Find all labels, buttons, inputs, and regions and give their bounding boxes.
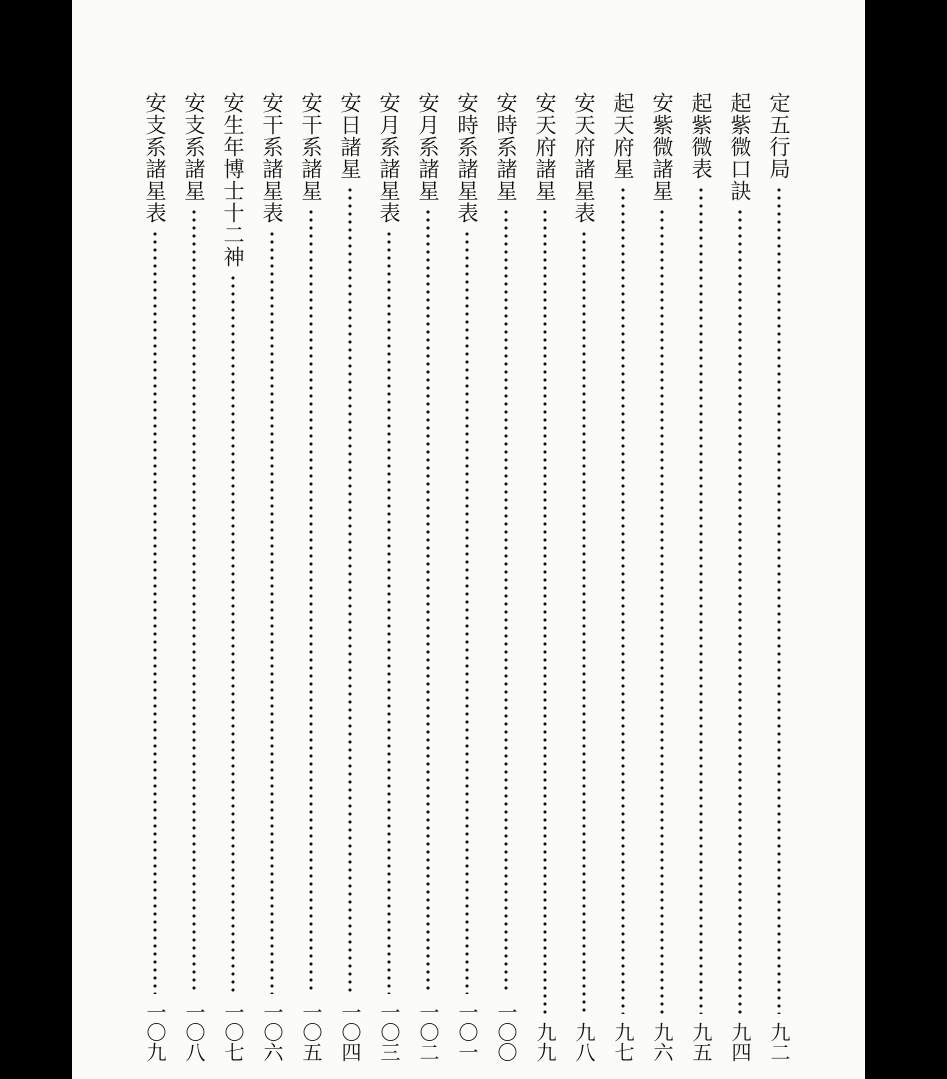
- toc-entry-page: 九五: [689, 1022, 713, 1062]
- toc-entry-title: 定五行局: [767, 92, 791, 180]
- toc-entry: [450, 92, 484, 1062]
- toc-entry-title: 安生年博士十二神: [221, 92, 245, 268]
- dot-leader: [738, 208, 742, 1014]
- toc-entry: [606, 92, 640, 1062]
- dot-leader: [231, 274, 235, 994]
- toc-entry: [333, 92, 367, 1062]
- toc-entry-page: 一〇四: [338, 1002, 362, 1062]
- toc-entry-title: 起天府星: [611, 92, 635, 180]
- dot-leader: [426, 208, 430, 994]
- toc-entry-page: 九七: [611, 1022, 635, 1062]
- dot-leader: [543, 208, 547, 1014]
- toc-entry-title: 安支系諸星: [182, 92, 206, 202]
- toc-entry: [177, 92, 211, 1062]
- toc-entry-title: 安干系諸星表: [260, 92, 284, 224]
- toc-entry-page: 一〇九: [143, 1002, 167, 1062]
- toc-entry-page: 九六: [650, 1022, 674, 1062]
- toc-entry-title: 安月系諸星: [416, 92, 440, 202]
- toc-entry: [294, 92, 328, 1062]
- toc-entry-title: 起紫微口訣: [728, 92, 752, 202]
- toc-entry: [723, 92, 757, 1062]
- toc-entry: [411, 92, 445, 1062]
- toc-entry-title: 安時系諸星表: [455, 92, 479, 224]
- toc-entry-title: 安支系諸星表: [143, 92, 167, 224]
- toc-entry: [216, 92, 250, 1062]
- dot-leader: [621, 186, 625, 1014]
- book-page: [72, 0, 865, 1079]
- dot-leader: [348, 186, 352, 994]
- toc-entry-title: 安日諸星: [338, 92, 362, 180]
- dot-leader: [465, 230, 469, 994]
- toc-entry: [567, 92, 601, 1062]
- toc-entry-page: 九九: [533, 1022, 557, 1062]
- dot-leader: [192, 208, 196, 994]
- toc-entry-page: 一〇一: [455, 1002, 479, 1062]
- toc-entry-page: 一〇五: [299, 1002, 323, 1062]
- toc-entry: [255, 92, 289, 1062]
- toc-entry: [528, 92, 562, 1062]
- toc-entry-page: 一〇七: [221, 1002, 245, 1062]
- toc-entry: [684, 92, 718, 1062]
- toc-entry-page: 九二: [767, 1022, 791, 1062]
- toc-entry-title: 安月系諸星表: [377, 92, 401, 224]
- dot-leader: [153, 230, 157, 994]
- toc-entry-title: 起紫微表: [689, 92, 713, 180]
- toc-entry-title: 安天府諸星: [533, 92, 557, 202]
- toc-entry: [372, 92, 406, 1062]
- toc-entry-title: 安時系諸星: [494, 92, 518, 202]
- toc-entry-title: 安紫微諸星: [650, 92, 674, 202]
- toc-entry-title: 安天府諸星表: [572, 92, 596, 224]
- dot-leader: [504, 208, 508, 994]
- toc-entry-page: 九八: [572, 1022, 596, 1062]
- toc-entry: [138, 92, 172, 1062]
- toc-entry: [762, 92, 796, 1062]
- toc-entry-page: 一〇三: [377, 1002, 401, 1062]
- dot-leader: [387, 230, 391, 994]
- dot-leader: [699, 186, 703, 1014]
- toc-entry-page: 九四: [728, 1022, 752, 1062]
- toc-entry-page: 一〇六: [260, 1002, 284, 1062]
- dot-leader: [777, 186, 781, 1014]
- toc-entry-page: 一〇八: [182, 1002, 206, 1062]
- dot-leader: [660, 208, 664, 1014]
- toc-entry: [489, 92, 523, 1062]
- toc-entry-page: 一〇二: [416, 1002, 440, 1062]
- dot-leader: [582, 230, 586, 1014]
- toc-entry: [645, 92, 679, 1062]
- dot-leader: [270, 230, 274, 994]
- toc-entry-page: 一〇〇: [494, 1002, 518, 1062]
- dot-leader: [309, 208, 313, 994]
- toc-entry-title: 安干系諸星: [299, 92, 323, 202]
